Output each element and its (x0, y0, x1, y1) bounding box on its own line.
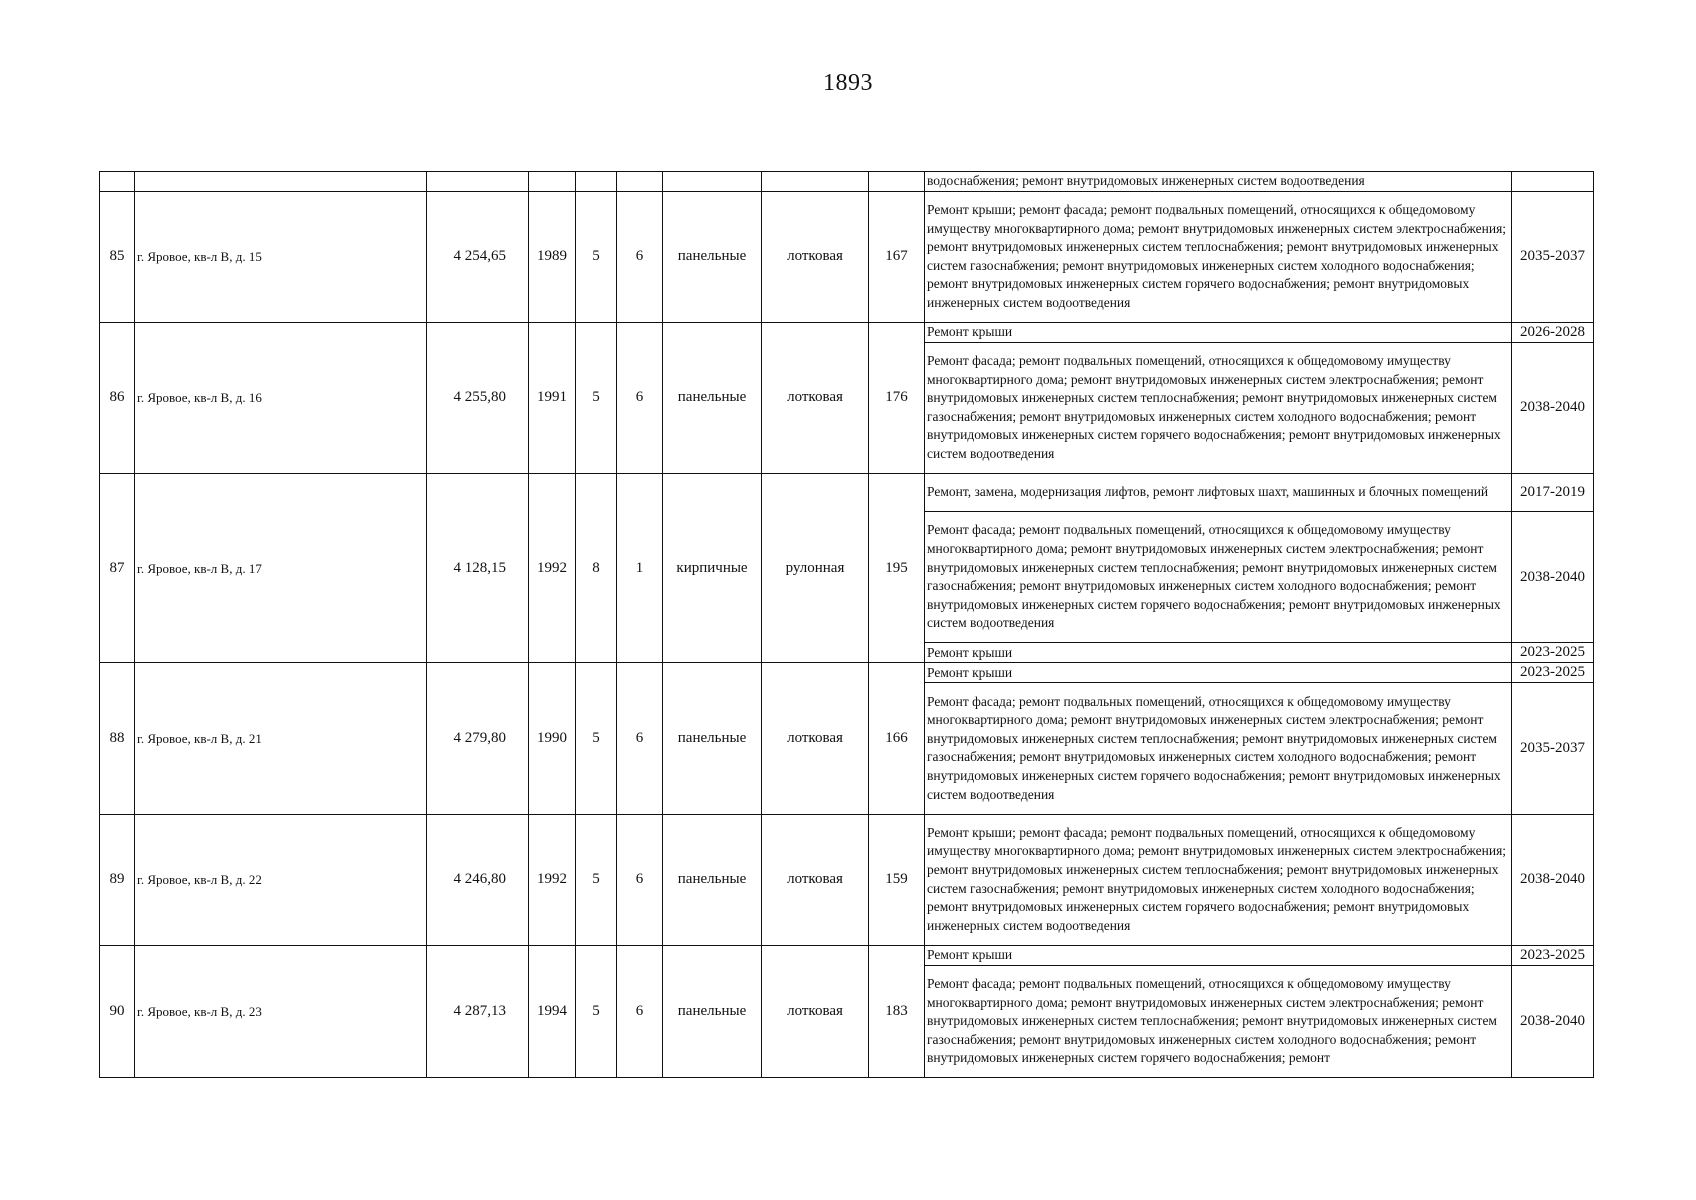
year-cell: 1992 (529, 814, 576, 945)
work-description: Ремонт фасада; ремонт подвальных помещений, относящихся к общедомовому имуществу многоквартирного дома; ремонт внутридомовых инженерных систем электроснабжения; ремонт внутридомовых инженерных систем теплоснабжения; ремонт внутридомовых инженерных систем газоснабжения; ремонт внутридомовых инженерных систем холодного водоснабжения; ремонт внутридомовых инженерных систем горячего водоснабжения; ремонт внутридомовых инженерных систем водоотведения (925, 683, 1512, 814)
year-cell: 1991 (529, 322, 576, 473)
year-cell: 1992 (529, 473, 576, 662)
building-row (100, 663, 1594, 683)
roof-type-cell: лотковая (762, 191, 869, 322)
work-description: Ремонт крыши (925, 945, 1512, 965)
floors-cell: 5 (576, 191, 617, 322)
area-cell: 4 254,65 (427, 191, 529, 322)
empty-cell (427, 172, 529, 192)
floors-cell: 5 (576, 663, 617, 814)
building-row (100, 473, 1594, 511)
wall-material-cell: кирпичные (663, 473, 762, 662)
row-number: 88 (100, 663, 135, 814)
work-period: 2038-2040 (1512, 814, 1594, 945)
carry-over-row (100, 172, 1594, 192)
empty-cell (617, 172, 663, 192)
roof-type-cell: лотковая (762, 814, 869, 945)
apartments-cell: 176 (869, 322, 925, 473)
entrances-cell: 6 (617, 945, 663, 1078)
row-number: 89 (100, 814, 135, 945)
apartments-cell: 159 (869, 814, 925, 945)
entrances-cell: 6 (617, 663, 663, 814)
work-period: 2017-2019 (1512, 473, 1594, 511)
year-cell: 1990 (529, 663, 576, 814)
work-description: Ремонт, замена, модернизация лифтов, ремонт лифтовых шахт, машинных и блочных помещений (925, 473, 1512, 511)
work-period: 2035-2037 (1512, 683, 1594, 814)
wall-material-cell: панельные (663, 322, 762, 473)
empty-cell (663, 172, 762, 192)
apartments-cell: 167 (869, 191, 925, 322)
address-cell: г. Яровое, кв-л В, д. 21 (135, 663, 427, 814)
apartments-cell: 166 (869, 663, 925, 814)
empty-cell (762, 172, 869, 192)
roof-type-cell: лотковая (762, 322, 869, 473)
empty-cell (100, 172, 135, 192)
row-number: 87 (100, 473, 135, 662)
wall-material-cell: панельные (663, 945, 762, 1078)
address-cell: г. Яровое, кв-л В, д. 23 (135, 945, 427, 1078)
work-period: 2023-2025 (1512, 945, 1594, 965)
row-number: 86 (100, 322, 135, 473)
work-description: Ремонт крыши; ремонт фасада; ремонт подвальных помещений, относящихся к общедомовому имуществу многоквартирного дома; ремонт внутридомовых инженерных систем электроснабжения; ремонт внутридомовых инженерных систем теплоснабжения; ремонт внутридомовых инженерных систем газоснабжения; ремонт внутридомовых инженерных систем холодного водоснабжения; ремонт внутридомовых инженерных систем горячего водоснабжения; ремонт внутридомовых инженерных систем водоотведения (925, 814, 1512, 945)
wall-material-cell: панельные (663, 191, 762, 322)
roof-type-cell: лотковая (762, 663, 869, 814)
entrances-cell: 6 (617, 814, 663, 945)
floors-cell: 5 (576, 814, 617, 945)
roof-type-cell: лотковая (762, 945, 869, 1078)
work-period: 2038-2040 (1512, 512, 1594, 643)
building-row (100, 814, 1594, 945)
entrances-cell: 6 (617, 322, 663, 473)
work-period: 2023-2025 (1512, 643, 1594, 663)
area-cell: 4 279,80 (427, 663, 529, 814)
carry-over-period (1512, 172, 1594, 192)
apartments-cell: 183 (869, 945, 925, 1078)
floors-cell: 5 (576, 322, 617, 473)
address-cell: г. Яровое, кв-л В, д. 17 (135, 473, 427, 662)
wall-material-cell: панельные (663, 814, 762, 945)
work-description: Ремонт фасада; ремонт подвальных помещений, относящихся к общедомовому имуществу многоквартирного дома; ремонт внутридомовых инженерных систем электроснабжения; ремонт внутридомовых инженерных систем теплоснабжения; ремонт внутридомовых инженерных систем газоснабжения; ремонт внутридомовых инженерных систем холодного водоснабжения; ремонт внутридомовых инженерных систем горячего водоснабжения; ремонт внутридомовых инженерных систем водоотведения (925, 512, 1512, 643)
address-cell: г. Яровое, кв-л В, д. 16 (135, 322, 427, 473)
entrances-cell: 6 (617, 191, 663, 322)
empty-cell (529, 172, 576, 192)
area-cell: 4 287,13 (427, 945, 529, 1078)
entrances-cell: 1 (617, 473, 663, 662)
floors-cell: 8 (576, 473, 617, 662)
work-period: 2035-2037 (1512, 191, 1594, 322)
building-row (100, 322, 1594, 342)
row-number: 90 (100, 945, 135, 1078)
address-cell: г. Яровое, кв-л В, д. 15 (135, 191, 427, 322)
building-row (100, 945, 1594, 965)
work-description: Ремонт крыши; ремонт фасада; ремонт подвальных помещений, относящихся к общедомовому имуществу многоквартирного дома; ремонт внутридомовых инженерных систем электроснабжения; ремонт внутридомовых инженерных систем теплоснабжения; ремонт внутридомовых инженерных систем газоснабжения; ремонт внутридомовых инженерных систем холодного водоснабжения; ремонт внутридомовых инженерных систем горячего водоснабжения; ремонт внутридомовых инженерных систем водоотведения (925, 191, 1512, 322)
empty-cell (576, 172, 617, 192)
wall-material-cell: панельные (663, 663, 762, 814)
year-cell: 1989 (529, 191, 576, 322)
year-cell: 1994 (529, 945, 576, 1078)
work-period: 2038-2040 (1512, 965, 1594, 1078)
empty-cell (135, 172, 427, 192)
empty-cell (869, 172, 925, 192)
building-row (100, 191, 1594, 322)
registry-body (100, 172, 1594, 1078)
work-description: Ремонт крыши (925, 643, 1512, 663)
roof-type-cell: рулонная (762, 473, 869, 662)
floors-cell: 5 (576, 945, 617, 1078)
work-description: Ремонт фасада; ремонт подвальных помещений, относящихся к общедомовому имуществу многоквартирного дома; ремонт внутридомовых инженерных систем электроснабжения; ремонт внутридомовых инженерных систем теплоснабжения; ремонт внутридомовых инженерных систем газоснабжения; ремонт внутридомовых инженерных систем холодного водоснабжения; ремонт внутридомовых инженерных систем горячего водоснабжения; ремонт (925, 965, 1512, 1078)
work-description: Ремонт фасада; ремонт подвальных помещений, относящихся к общедомовому имуществу многоквартирного дома; ремонт внутридомовых инженерных систем электроснабжения; ремонт внутридомовых инженерных систем теплоснабжения; ремонт внутридомовых инженерных систем газоснабжения; ремонт внутридомовых инженерных систем холодного водоснабжения; ремонт внутридомовых инженерных систем горячего водоснабжения; ремонт внутридомовых инженерных систем водоотведения (925, 342, 1512, 473)
page-number: 1893 (823, 70, 873, 96)
carry-over-work: водоснабжения; ремонт внутридомовых инженерных систем водоотведения (925, 172, 1512, 192)
area-cell: 4 128,15 (427, 473, 529, 662)
area-cell: 4 255,80 (427, 322, 529, 473)
work-period: 2038-2040 (1512, 342, 1594, 473)
housing-registry-table (99, 171, 1594, 1078)
work-period: 2026-2028 (1512, 322, 1594, 342)
address-cell: г. Яровое, кв-л В, д. 22 (135, 814, 427, 945)
work-description: Ремонт крыши (925, 663, 1512, 683)
work-period: 2023-2025 (1512, 663, 1594, 683)
apartments-cell: 195 (869, 473, 925, 662)
work-description: Ремонт крыши (925, 322, 1512, 342)
area-cell: 4 246,80 (427, 814, 529, 945)
row-number: 85 (100, 191, 135, 322)
